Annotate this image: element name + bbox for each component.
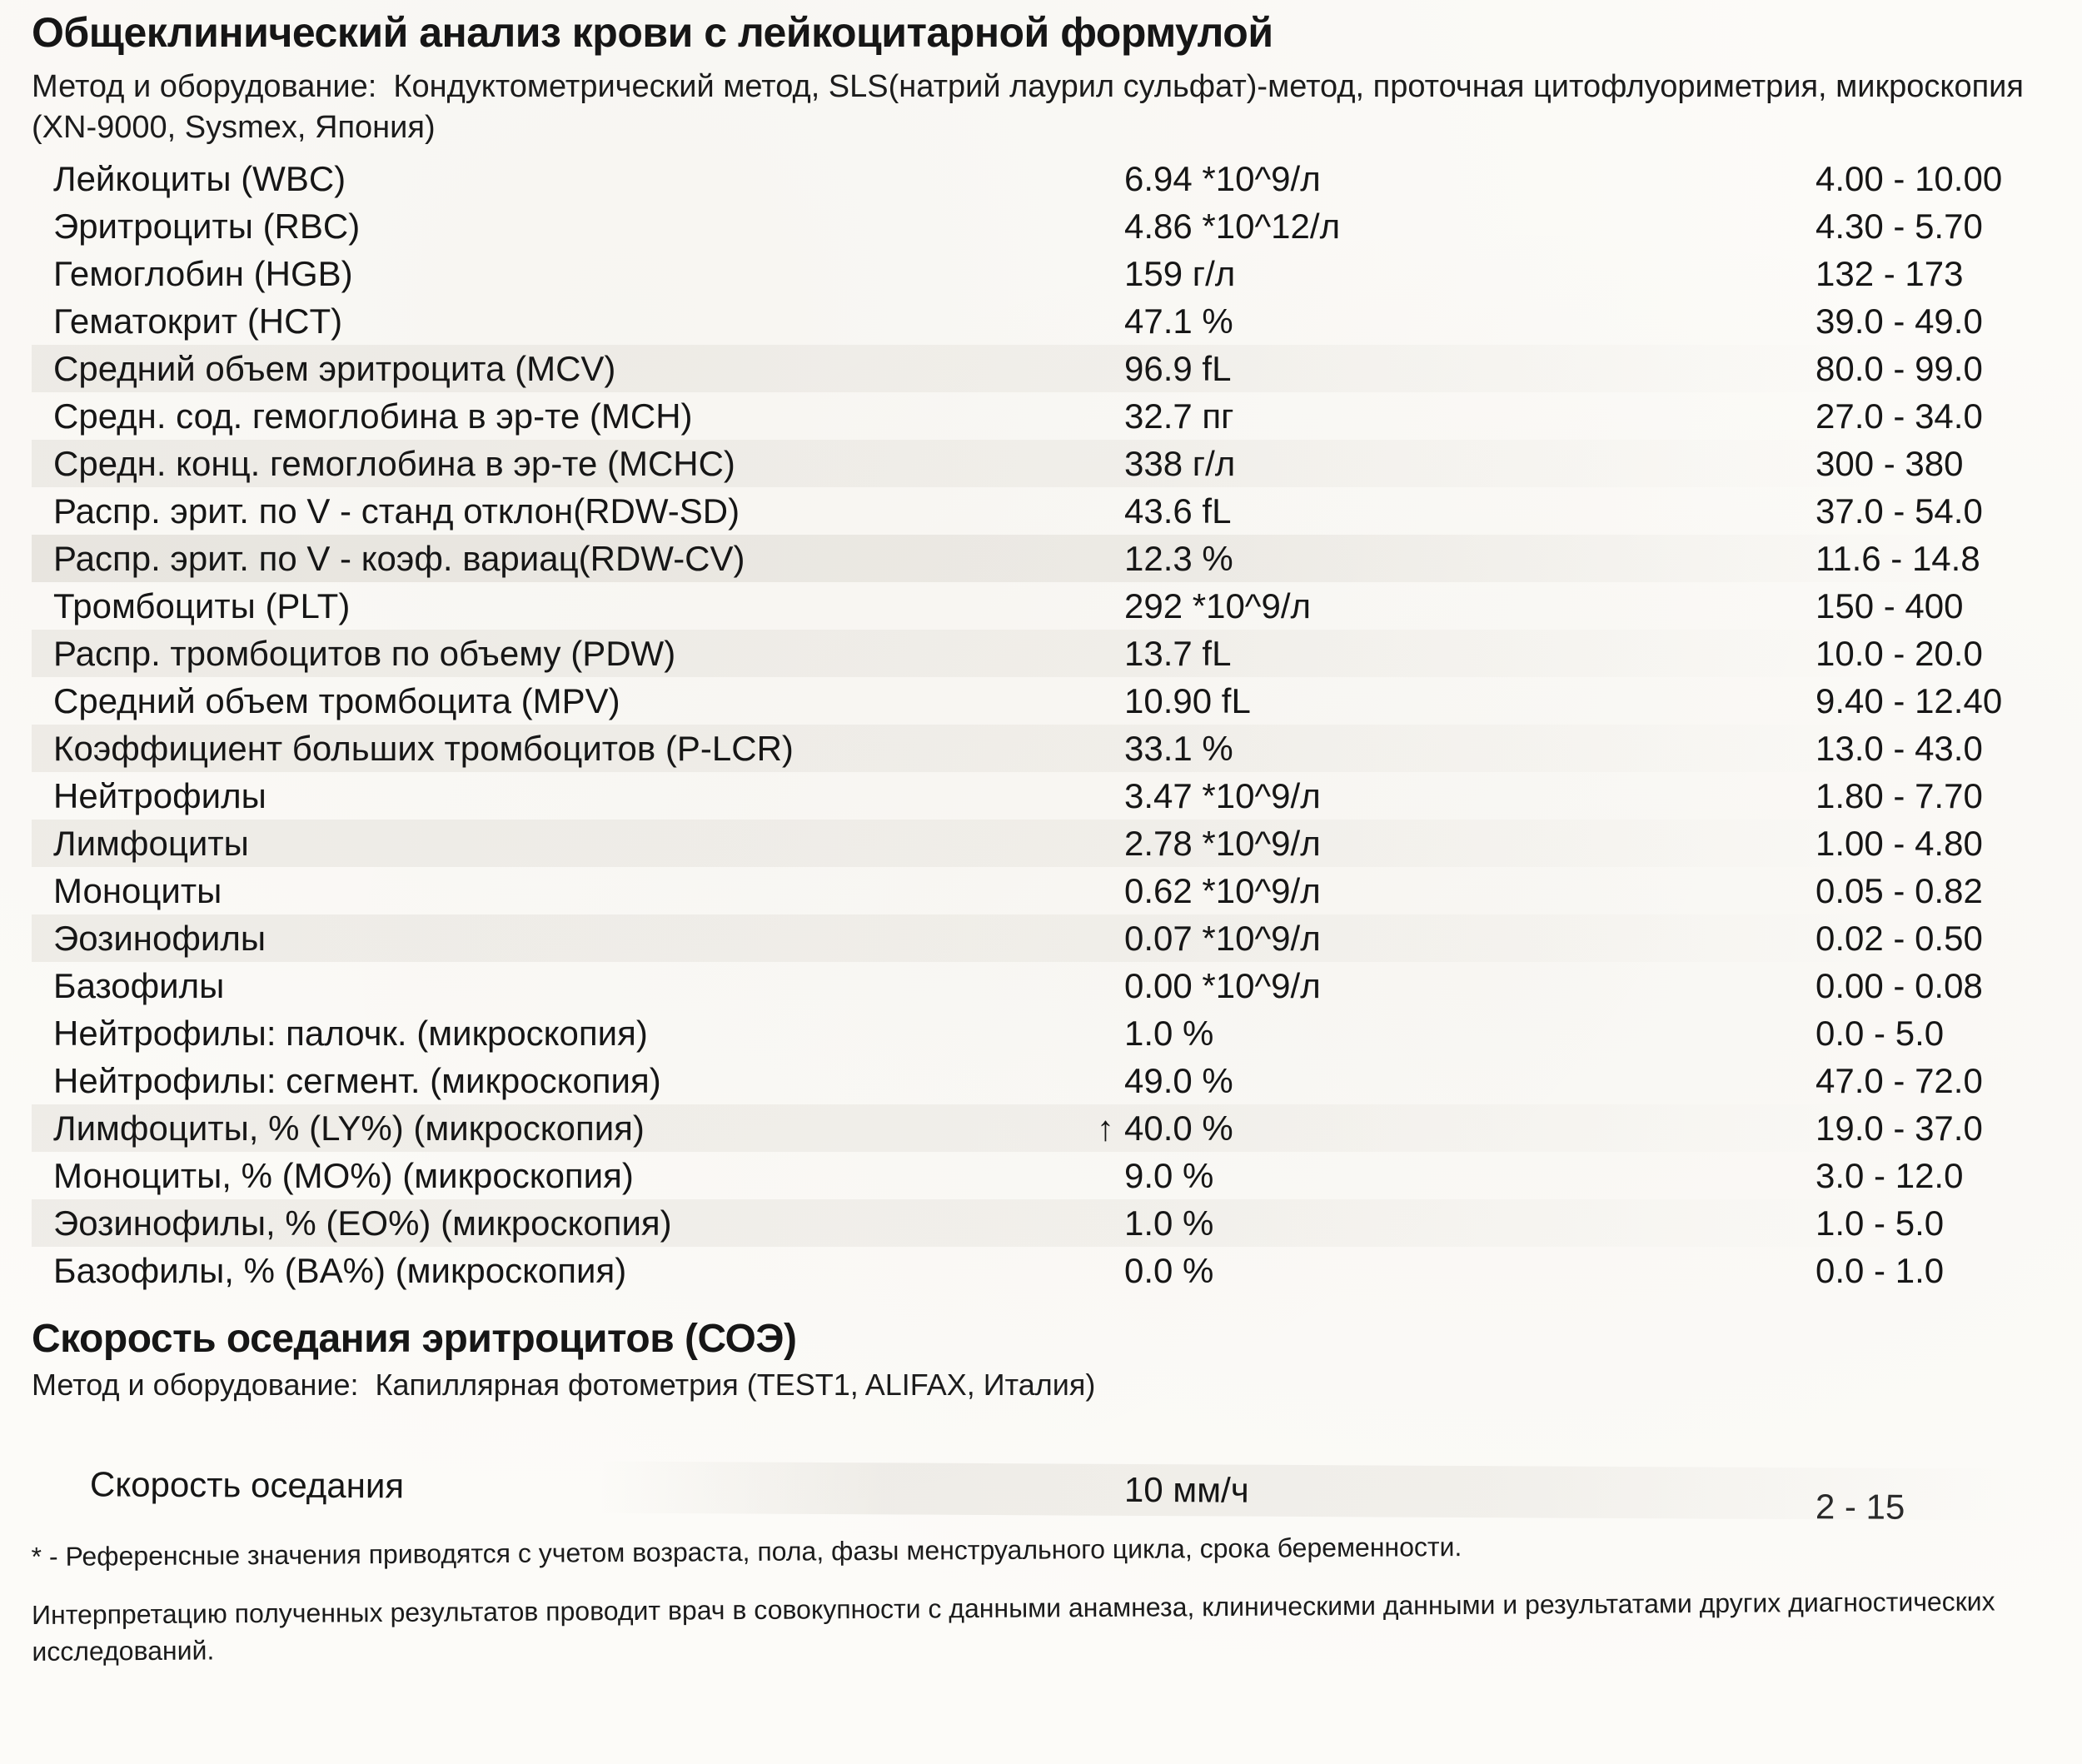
param-name: Эритроциты (RBC) [53,206,361,246]
param-name: Базофилы, % (BA%) (микроскопия) [53,1250,627,1290]
table-row [32,1057,2057,1104]
footnote-interpretation: Интерпретацию полученных результатов проводит врач в совокупности с данными анамнеза, клиническими данными и результатами других диагностических исследований. [31,1586,1995,1667]
param-name: Средн. сод. гемоглобина в эр-те (MCH) [53,396,693,436]
param-reference: 4.30 - 5.70 [1816,206,1983,246]
param-value: 3.47 *10^9/л [1124,775,1321,815]
table-row [32,1009,2057,1057]
table-row [32,582,2057,630]
param-reference: 80.0 - 99.0 [1816,348,1983,388]
param-value: 9.0 % [1124,1155,1214,1195]
param-name: Базофилы [53,965,225,1005]
param-reference: 1.80 - 7.70 [1816,775,1983,815]
param-reference: 1.0 - 5.0 [1816,1203,1945,1243]
param-value: 47.1 % [1124,301,1233,341]
param-reference: 13.0 - 43.0 [1816,728,1983,768]
param-value: 12.3 % [1124,538,1233,578]
param-name: Эозинофилы, % (EO%) (микроскопия) [53,1203,672,1243]
param-name: Эозинофилы [53,918,266,958]
table-row [32,202,2057,250]
param-value: 49.0 % [1124,1060,1233,1100]
flag-high-arrow: ↑ [1097,1108,1114,1148]
esr-section-title: Скорость оседания эритроцитов (СОЭ) [32,1317,797,1361]
param-reference: 3.0 - 12.0 [1816,1155,1964,1195]
param-value: 96.9 fL [1124,348,1232,388]
param-name: Нейтрофилы: сегмент. (микроскопия) [53,1060,661,1100]
param-reference: 0.05 - 0.82 [1816,870,1983,910]
param-name: Нейтрофилы [53,775,266,815]
table-row [32,1247,2057,1294]
table-row [32,297,2057,345]
param-reference: 150 - 400 [1816,586,1964,625]
param-reference: 4.00 - 10.00 [1816,158,2003,198]
table-row [32,725,2057,772]
param-value: 2.78 *10^9/л [1124,823,1321,863]
param-reference: 11.6 - 14.8 [1816,538,1980,578]
table-row [32,630,2057,677]
table-row [32,535,2057,582]
param-reference: 0.0 - 1.0 [1816,1250,1945,1290]
param-name: Скорость оседания [89,1464,405,1506]
table-row [32,914,2057,962]
table-row [32,487,2057,535]
param-reference: 39.0 - 49.0 [1816,301,1983,341]
param-reference: 2 - 15 [1815,1487,1905,1527]
esr-method-line [32,1367,2057,1403]
param-value: 1.0 % [1124,1203,1214,1243]
param-value: 33.1 % [1124,728,1233,768]
param-value: 10 мм/ч [1123,1469,1249,1510]
param-value: 292 *10^9/л [1124,586,1312,625]
cbc-method-line [32,67,2057,148]
esr-method-text: Капиллярная фотометрия (TEST1, ALIFAX, Италия) [375,1368,1096,1402]
param-name: Распр. тромбоцитов по объему (PDW) [53,633,676,673]
table-row [32,1458,2057,1527]
param-name: Средний объем эритроцита (MCV) [53,348,616,388]
param-value: 4.86 *10^12/л [1124,206,1341,246]
param-name: Средн. конц. гемоглобина в эр-те (MCHC) [53,443,735,483]
param-value: 0.07 *10^9/л [1124,918,1321,958]
footnote-reference-values: * - Референсные значения приводятся с учетом возраста, пола, фазы менструального цикла, срока беременности. [31,1532,1462,1572]
param-value: 0.62 *10^9/л [1124,870,1321,910]
param-reference: 300 - 380 [1816,443,1964,483]
table-row [32,155,2057,202]
param-value: 43.6 fL [1124,491,1232,531]
param-value: 6.94 *10^9/л [1124,158,1321,198]
param-name: Средний объем тромбоцита (MPV) [53,680,620,720]
table-row [32,345,2057,392]
param-value: 40.0 % [1124,1108,1233,1148]
param-reference: 9.40 - 12.40 [1816,680,2003,720]
param-name: Гемоглобин (HGB) [53,253,353,293]
table-row [32,962,2057,1009]
table-row [32,867,2057,914]
param-name: Тромбоциты (PLT) [53,586,351,625]
param-reference: 132 - 173 [1816,253,1964,293]
param-value: 338 г/л [1124,443,1236,483]
table-row [32,677,2057,725]
table-row [32,820,2057,867]
param-name: Моноциты, % (MO%) (микроскопия) [53,1155,634,1195]
param-value: 13.7 fL [1124,633,1232,673]
table-row [32,1199,2057,1247]
param-reference: 27.0 - 34.0 [1816,396,1983,436]
param-name: Лейкоциты (WBC) [53,158,346,198]
param-name: Распр. эрит. по V - станд отклон(RDW-SD) [53,491,740,531]
table-row [32,440,2057,487]
param-reference: 10.0 - 20.0 [1816,633,1983,673]
param-name: Распр. эрит. по V - коэф. вариац(RDW-CV) [53,538,745,578]
table-row [32,1104,2057,1152]
param-value: 0.0 % [1124,1250,1214,1290]
param-value: 32.7 пг [1124,396,1234,436]
method-label: Метод и оборудование: [32,1368,359,1402]
param-name: Моноциты [53,870,222,910]
footnotes [31,1524,2055,1670]
param-reference: 37.0 - 54.0 [1816,491,1983,531]
param-value: 1.0 % [1124,1013,1214,1053]
param-reference: 19.0 - 37.0 [1816,1108,1983,1148]
param-reference: 0.0 - 5.0 [1816,1013,1945,1053]
param-name: Лимфоциты, % (LY%) (микроскопия) [53,1108,645,1148]
cbc-results-table [32,155,2057,1294]
param-value: 159 г/л [1124,253,1236,293]
cbc-method-text: Кондуктометрический метод, SLS(натрий лаурил сульфат)-метод, проточная цитофлуориметрия, микроскопия (XN-9000, Sysmex, Япония) [32,69,2024,145]
param-value: 10.90 fL [1124,680,1251,720]
param-value: 0.00 *10^9/л [1124,965,1321,1005]
method-label: Метод и оборудование: [32,69,377,104]
param-name: Нейтрофилы: палочк. (микроскопия) [53,1013,648,1053]
table-row [32,392,2057,440]
param-name: Гематокрит (HCT) [53,301,343,341]
esr-results-table [32,1458,2057,1527]
report-title: Общеклинический анализ крови с лейкоцитарной формулой [32,9,1273,56]
param-reference: 1.00 - 4.80 [1816,823,1983,863]
table-row [32,250,2057,297]
table-row [32,1152,2057,1199]
table-row [32,772,2057,820]
param-name: Коэффициент больших тромбоцитов (P-LCR) [53,728,794,768]
param-reference: 47.0 - 72.0 [1816,1060,1983,1100]
param-reference: 0.00 - 0.08 [1816,965,1983,1005]
param-name: Лимфоциты [53,823,249,863]
param-reference: 0.02 - 0.50 [1816,918,1983,958]
